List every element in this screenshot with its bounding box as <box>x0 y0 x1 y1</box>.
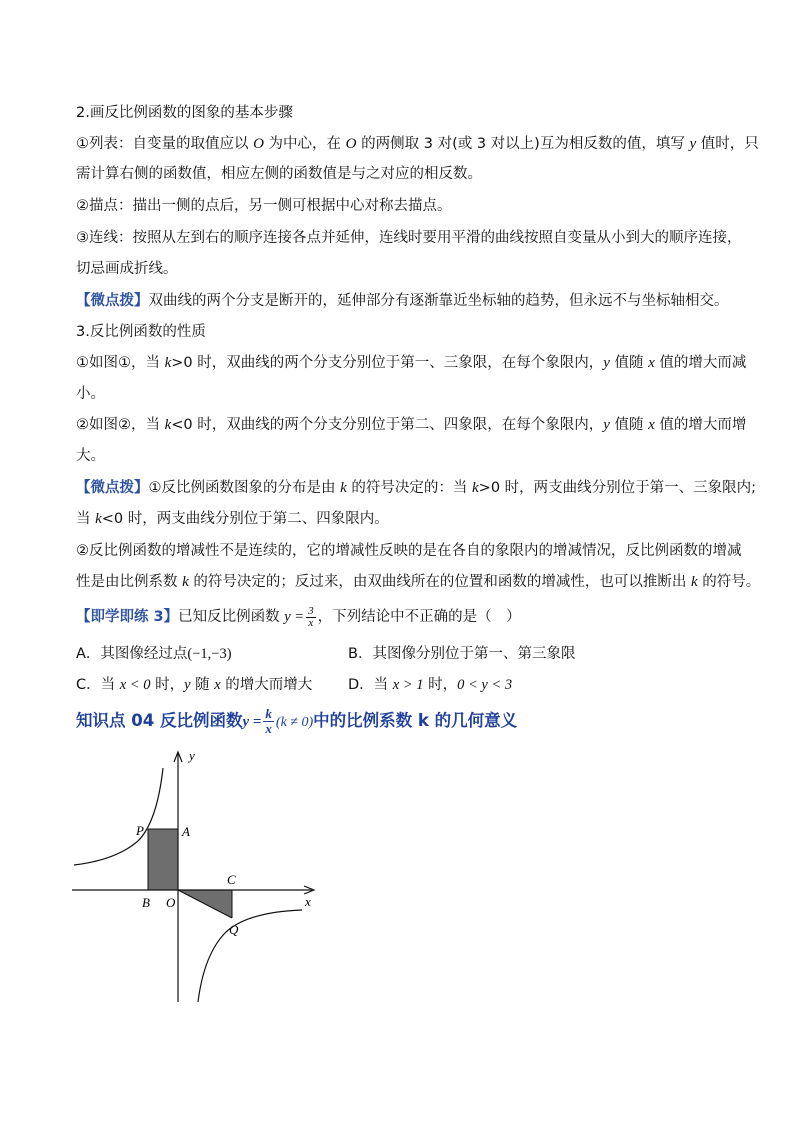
label-P: P <box>136 823 144 838</box>
option-b[interactable]: B．其图像分别位于第一、第三象限 <box>348 646 576 662</box>
property2-line1: ②如图②，当 k<0 时，双曲线的两个分支分别位于第二、四象限，在每个象限内，y 值随 x 值的增大而增 <box>76 417 747 433</box>
hyperbola-figure <box>66 740 326 1010</box>
property1-line1: ①如图①，当 k>0 时，双曲线的两个分支分别位于第一、三象限，在每个象限内，y 值随 x 值的增大而减 <box>76 355 747 371</box>
exercise-tag: 【即学即练 3】 <box>76 609 179 625</box>
step2-line: ②描点：描出一侧的点后，另一侧可根据中心对称去描点。 <box>76 198 452 214</box>
label-O: O <box>166 895 176 910</box>
tip2-line4: 性是由比例系数 k 的符号决定的；反过来，由双曲线所在的位置和函数的增减性，也可以推断出 k 的符号。 <box>76 574 761 590</box>
hyperbola-branch-quadrant-4 <box>198 910 302 1002</box>
label-A: A <box>182 824 190 839</box>
step3-line1: ③连线：按照从左到右的顺序连接各点并延伸，连线时要用平滑的曲线按照自变量从小到大的顺序连接， <box>76 230 742 246</box>
section2-title: 2.画反比例函数的图象的基本步骤 <box>76 105 293 121</box>
shaded-rectangle-PAOB <box>148 829 178 890</box>
step1-line1: ①列表：自变量的取值应以 O 为中心，在 O 的两侧取 3 对(或 3 对以上)互为相反数的值，填写 y 值时，只 <box>76 136 759 152</box>
tip-tag: 【微点拨】 <box>76 480 149 496</box>
tip1-line: 【微点拨】双曲线的两个分支是断开的，延伸部分有逐渐靠近坐标轴的趋势，但永远不与坐标轴相交。 <box>76 293 729 309</box>
knowledge-point-4-heading: 知识点 04 反比例函数y = $\frac{k}{x}$ (k ≠ 0)中的比例系数 k 的几何意义 <box>76 706 518 736</box>
property1-line2: 小。 <box>76 386 105 402</box>
step3-line2: 切忌画成折线。 <box>76 261 178 277</box>
option-a[interactable]: A．其图像经过点(−1,−3) <box>76 646 232 662</box>
tip2-line1: 【微点拨】①反比例函数图象的分布是由 k 的符号决定的：当 k>0 时，两支曲线分别位于第一、三象限内; <box>76 480 757 496</box>
section3-title: 3.反比例函数的性质 <box>76 324 206 340</box>
tip-tag: 【微点拨】 <box>76 293 149 309</box>
step1-line2: 需计算右侧的函数值，相应左侧的函数值是与之对应的相反数。 <box>76 166 482 182</box>
fraction: $\frac{k}{x}$ <box>265 706 272 736</box>
label-y: y <box>189 748 195 763</box>
label-Q: Q <box>229 922 239 937</box>
tip2-line3: ②反比例函数的增减性不是连续的，它的增减性反映的是在各自的象限内的增减情况，反比例函数的增减 <box>76 543 742 559</box>
exercise-stem: 【即学即练 3】已知反比例函数 y = $\frac{3}{x}$ ，下列结论中不正确的是（ ） <box>76 604 521 629</box>
fraction: $\frac{3}{x}$ <box>308 604 314 629</box>
label-B: B <box>142 895 150 910</box>
property2-line2: 大。 <box>76 448 105 464</box>
tip2-line2: 当 k<0 时，两支曲线分别位于第二、四象限内。 <box>76 511 389 527</box>
label-x: x <box>305 894 311 909</box>
option-d[interactable]: D．当 x > 1 时，0 < y < 3 <box>348 677 513 693</box>
label-C: C <box>227 872 236 887</box>
option-c[interactable]: C．当 x < 0 时，y 随 x 的增大而增大 <box>76 677 313 693</box>
